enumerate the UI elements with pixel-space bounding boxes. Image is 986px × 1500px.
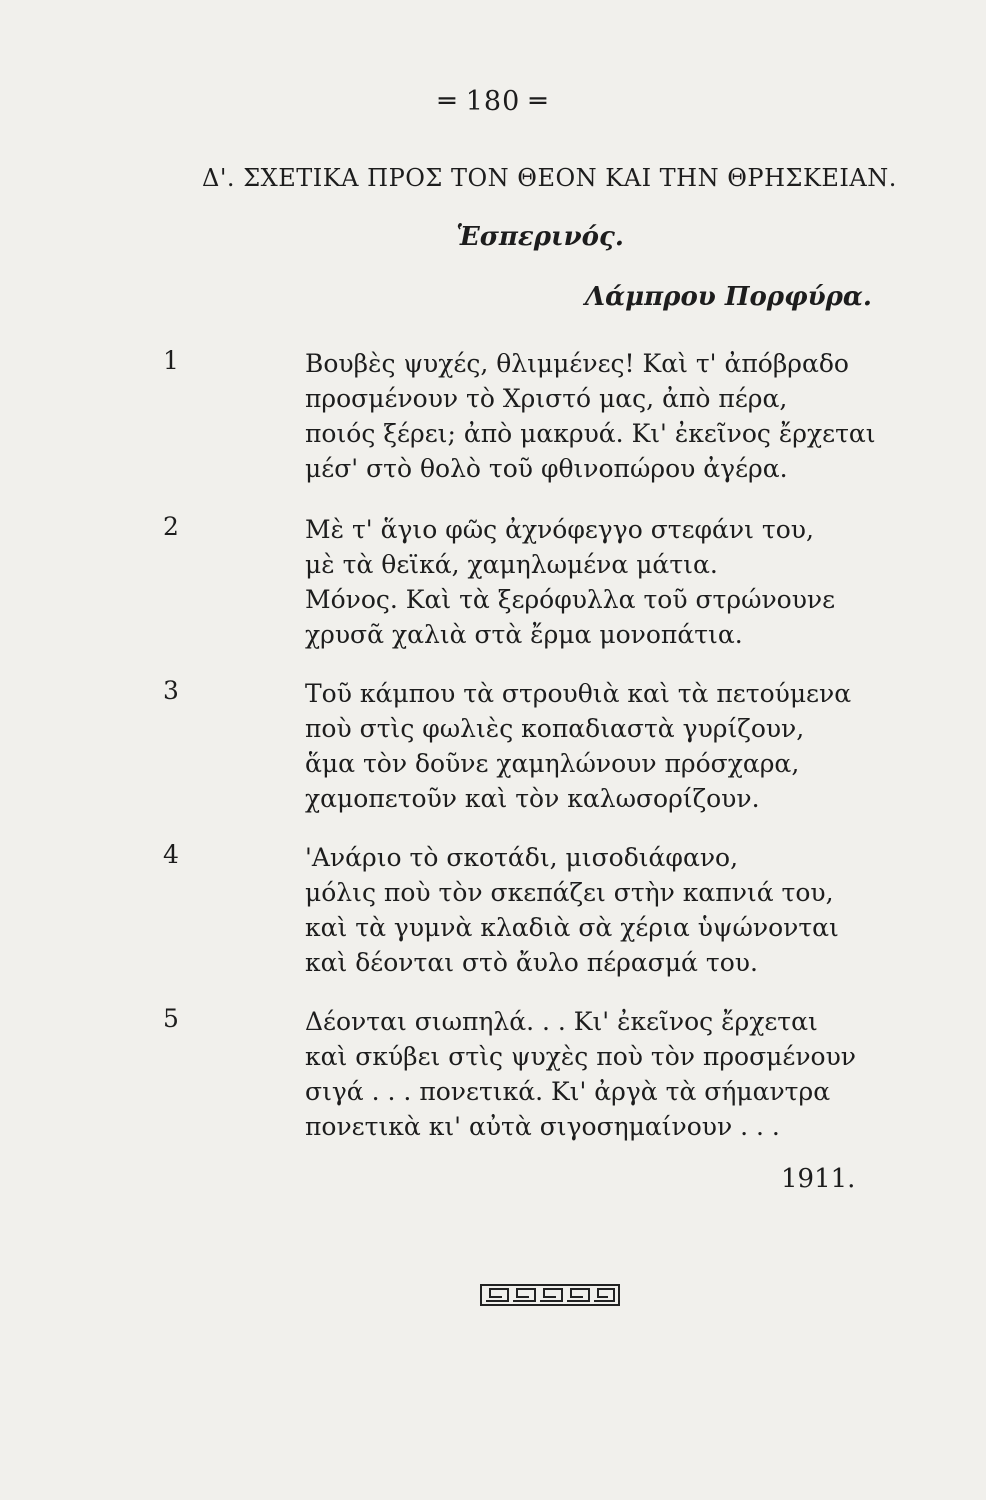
stanza [163,512,865,652]
page-number: ═ 180 ═ [438,86,548,117]
verse-line: σιγά . . . πονετικά. Κι' ἀργὰ τὰ σήμαντρα [305,1077,831,1106]
verse-line: ποὺ στὶς φωλιὲς κοπαδιαστὰ γυρίζουν, [305,714,805,743]
verse-line: Μὲ τ' ἅγιο φῶς ἀχνόφεγγο στεφάνι του, [305,515,814,544]
verse-line: μόλις ποὺ τὸν σκεπάζει στὴν καπνιά του, [305,878,834,907]
stanza [163,840,865,980]
verse-line: χαμοπετοῦν καὶ τὸν καλωσορίζουν. [305,784,760,813]
verse-line: Βουβὲς ψυχές, θλιμμένες! Καὶ τ' ἀπόβραδο [305,349,849,378]
verse-line: μὲ τὰ θεϊκά, χαμηλωμένα μάτια. [305,550,718,579]
verse-line: καὶ δέονται στὸ ἄυλο πέρασμά του. [305,948,758,977]
stanza [163,346,876,486]
verse-line: ἅμα τὸν δοῦνε χαμηλώνουν πρόσχαρα, [305,749,800,778]
verse-line: καὶ σκύβει στὶς ψυχὲς ποὺ τὸν προσμένουν [305,1042,857,1071]
greek-key-ornament-icon [480,1283,620,1307]
verse-line: Μόνος. Καὶ τὰ ξερόφυλλα τοῦ στρώνουνε [305,585,836,614]
verse-line: μέσ' στὸ θολὸ τοῦ φθινοπώρου ἀγέρα. [305,454,788,483]
verse-line: χρυσᾶ χαλιὰ στὰ ἔρμα μονοπάτια. [305,620,743,649]
stanza-number: 1 [163,346,179,375]
poem-title: Ἑσπερινός. [456,222,624,252]
stanza [163,676,865,816]
verse-line: ποιός ξέρει; ἀπὸ μακρυά. Κι' ἐκεῖνος ἔρχεται [305,419,876,448]
stanza [163,1004,865,1144]
stanza-number: 3 [163,676,179,705]
verse-line: πονετικὰ κι' αὐτὰ σιγοσημαίνουν . . . [305,1112,780,1141]
verse-line: 'Ανάριο τὸ σκοτάδι, μισοδιάφανο, [305,843,739,872]
author-name: Λάμπρου Πορφύρα. [584,282,872,312]
stanza-number: 4 [163,840,179,869]
poem-year: 1911. [781,1164,856,1194]
verse-line: καὶ τὰ γυμνὰ κλαδιὰ σὰ χέρια ὑψώνονται [305,913,839,942]
stanza-number: 2 [163,512,179,541]
verse-line: προσμένουν τὸ Χριστό μας, ἀπὸ πέρα, [305,384,788,413]
verse-line: Τοῦ κάμπου τὰ στρουθιὰ καὶ τὰ πετούμενα [305,679,852,708]
section-title: Δ'. ΣΧΕΤΙΚΑ ΠΡΟΣ ΤΟΝ ΘΕΟΝ ΚΑΙ ΤΗΝ ΘΡΗΣΚΕΙΑΝ. [202,164,897,192]
verse-line: Δέονται σιωπηλά. . . Κι' ἐκεῖνος ἔρχεται [305,1007,818,1036]
stanza-number: 5 [163,1004,179,1033]
